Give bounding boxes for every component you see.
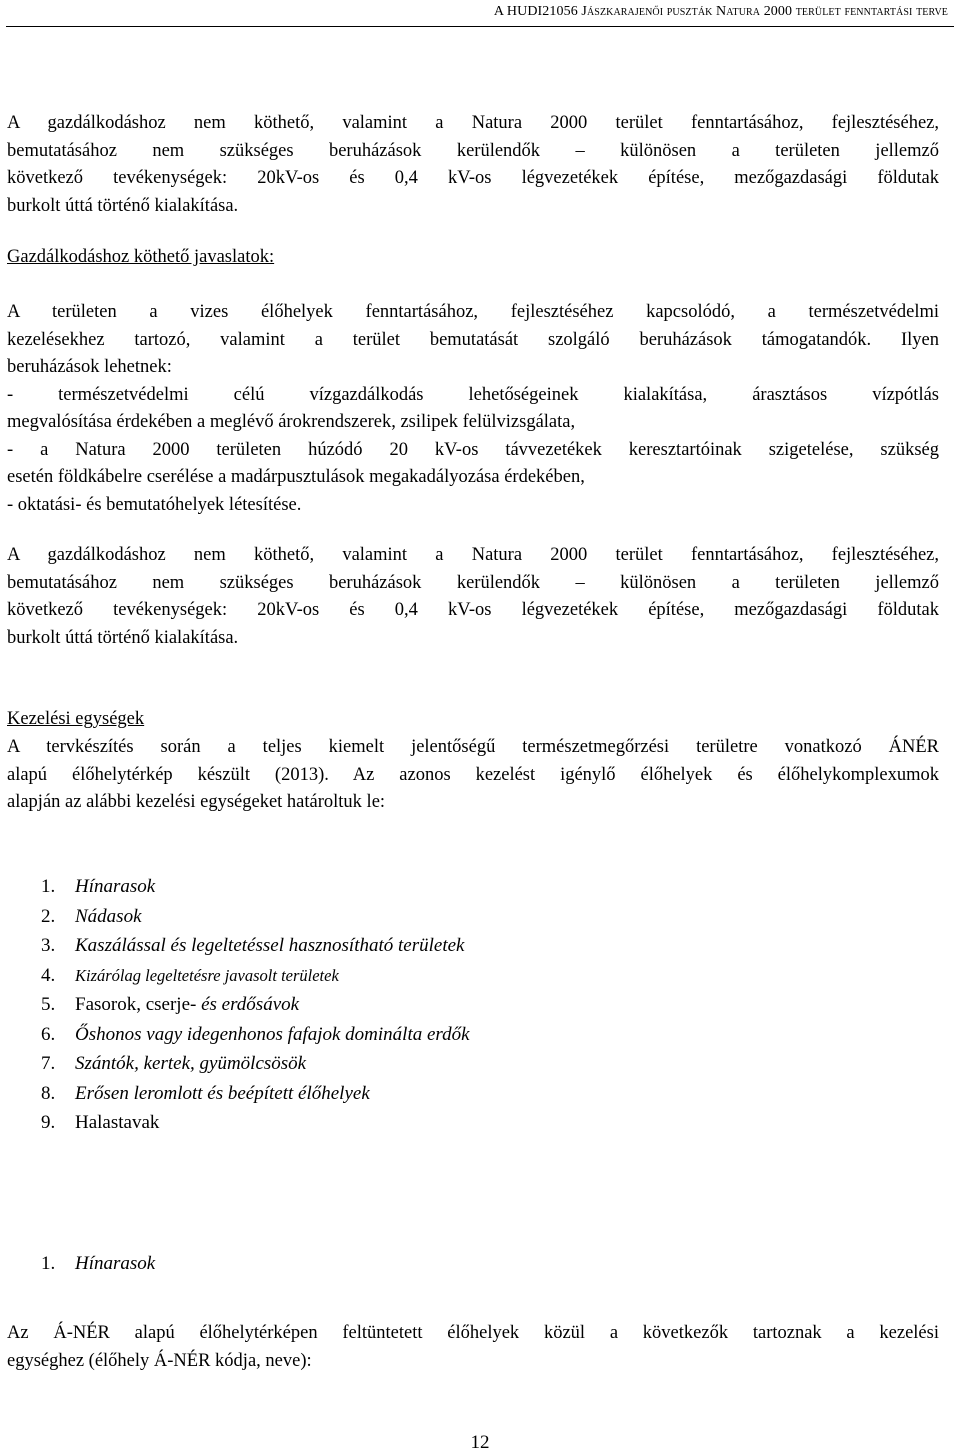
text-line: kezelésekhez tartozó, valamint a terület bemutatását szolgáló beruházások támogatandók. Ilyen	[7, 329, 939, 350]
text-line: - a Natura 2000 területen húzódó 20 kV-os távvezetékek keresztartóinak szigetelése, szükség	[7, 439, 939, 460]
text-line: Az Á-NÉR alapú élőhelytérképen feltüntetett élőhelyek közül a következők tartoznak a kezelési	[7, 1323, 939, 1343]
text-line: megvalósítása érdekében a meglévő árokrendszerek, zsilipek felülvizsgálata,	[7, 412, 576, 432]
text-line: - természetvédelmi célú vízgazdálkodás lehetőségeinek kialakítása, árasztásos vízpótlás	[7, 384, 939, 405]
list-item: 2. Nádasok	[41, 905, 142, 927]
management-units-list	[41, 872, 470, 1138]
text-line: burkolt úttá történő kialakítása.	[7, 195, 239, 216]
list-item: 8. Erősen leromlott és beépített élőhelyek	[41, 1082, 370, 1104]
text-line: A tervkészítés során a teljes kiemelt jelentőségű természetmegőrzési területre vonatkozó ÁNÉR	[7, 737, 939, 757]
header-title: Jászkarajenői puszták Natura 2000 terület fenntartási terve	[581, 4, 948, 19]
text-line: következő tevékenységek: 20kV-os és 0,4 kV-os légvezetékek építése, mezőgazdasági földutak	[7, 168, 939, 188]
text-line: egységhez (élőhely Á-NÉR kódja, neve):	[7, 1350, 312, 1371]
text-line: burkolt úttá történő kialakítása.	[7, 627, 239, 648]
paragraph-investments	[7, 299, 939, 519]
subsection-title: 1. Hínarasok	[41, 1253, 156, 1274]
heading-farming-proposals	[7, 244, 939, 272]
text-line: bemutatásához nem szükséges beruházások kerülendők – különösen a területen jellemző	[7, 140, 939, 161]
heading-text: Kezelési egységek	[7, 709, 145, 729]
heading-text: Gazdálkodáshoz köthető javaslatok:	[7, 247, 275, 267]
text-line: beruházások lehetnek:	[7, 357, 172, 377]
list-item: 4. Kizárólag legeltetésre javasolt területek	[41, 964, 339, 986]
text-line: esetén földkábelre cserélése a madárpusztulások megakadályozása érdekében,	[7, 467, 585, 487]
paragraph-habitats-intro	[7, 1320, 939, 1375]
page-number: 12	[470, 1432, 490, 1453]
list-item: 1. Hínarasok	[41, 876, 156, 897]
text-line: A gazdálkodáshoz nem köthető, valamint a Natura 2000 terület fenntartásához, fejlesztéséhez,	[7, 545, 939, 565]
list-item: 5. Fasorok, cserje- és erdősávok	[41, 994, 300, 1015]
paragraph-non-farming-2	[7, 542, 939, 652]
running-header	[494, 4, 948, 20]
paragraph-units-intro	[7, 734, 939, 817]
text-line: bemutatásához nem szükséges beruházások kerülendők – különösen a területen jellemző	[7, 572, 939, 593]
text-line: - oktatási- és bemutatóhelyek létesítése.	[7, 494, 302, 515]
text-line: alapján az alábbi kezelési egységeket határoltuk le:	[7, 792, 386, 812]
text-line: következő tevékenységek: 20kV-os és 0,4 kV-os légvezetékek építése, mezőgazdasági földutak	[7, 600, 939, 620]
header-rule	[6, 26, 954, 27]
text-line: alapú élőhelytérkép készült (2013). Az azonos kezelést igénylő élőhelyek és élőhelykomplexumok	[7, 764, 939, 785]
heading-management-units	[7, 706, 939, 734]
text-line: A területen a vizes élőhelyek fenntartásához, fejlesztéséhez kapcsolódó, a természetvédelmi	[7, 302, 939, 322]
text-line: A gazdálkodáshoz nem köthető, valamint a Natura 2000 terület fenntartásához, fejlesztéséhez,	[7, 113, 939, 133]
list-item: 9. Halastavak	[41, 1112, 160, 1133]
paragraph-non-farming-1	[7, 110, 939, 220]
list-item: 7. Szántók, kertek, gyümölcsösök	[41, 1053, 307, 1074]
list-item: 3. Kaszálással és legeltetéssel hasznosítható területek	[41, 935, 465, 956]
list-item: 6. Őshonos vagy idegenhonos fafajok dominálta erdők	[41, 1023, 470, 1045]
header-prefix: A HUDI21056	[493, 4, 582, 19]
subsection-heading	[41, 1249, 155, 1279]
